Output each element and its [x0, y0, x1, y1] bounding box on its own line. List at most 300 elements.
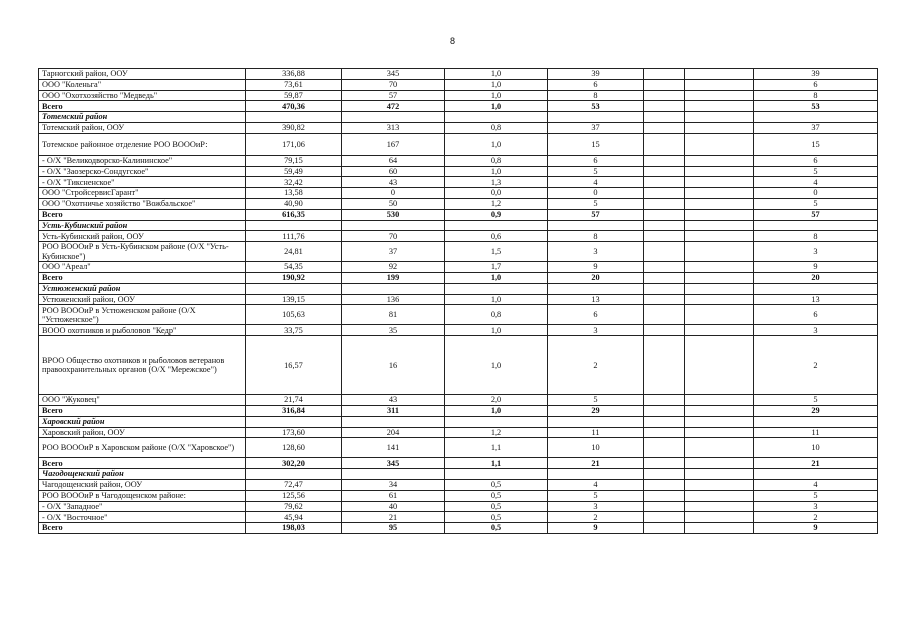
- density-cell: 1,0: [445, 294, 548, 305]
- area-cell: 45,94: [246, 512, 342, 523]
- count-cell: 199: [342, 272, 445, 283]
- count-cell: 40: [342, 501, 445, 512]
- area-cell: 173,60: [246, 427, 342, 438]
- quota-cell: 39: [548, 69, 644, 80]
- name-cell: Устюженский район: [39, 283, 246, 294]
- limit-cell: 57: [754, 209, 878, 220]
- count-cell: 34: [342, 479, 445, 490]
- quota-cell: 29: [548, 405, 644, 416]
- quota-cell: 21: [548, 458, 644, 469]
- blank-cell: [644, 133, 685, 155]
- table-row: [39, 133, 878, 155]
- quota-cell: 3: [548, 501, 644, 512]
- blank-cell: [644, 155, 685, 166]
- limit-cell: 3: [754, 501, 878, 512]
- total-row: [39, 458, 878, 469]
- density-cell: 1,0: [445, 101, 548, 112]
- limit-cell: [754, 220, 878, 231]
- total-row: [39, 272, 878, 283]
- limit-cell: 53: [754, 101, 878, 112]
- quota-cell: [548, 283, 644, 294]
- blank-cell: [685, 133, 754, 155]
- blank-cell: [644, 198, 685, 209]
- count-cell: 60: [342, 166, 445, 177]
- density-cell: [445, 112, 548, 123]
- blank-cell: [644, 242, 685, 262]
- area-cell: 390,82: [246, 122, 342, 133]
- count-cell: [342, 112, 445, 123]
- blank-cell: [685, 416, 754, 427]
- area-cell: 13,58: [246, 188, 342, 199]
- blank-cell: [685, 458, 754, 469]
- blank-cell: [644, 523, 685, 534]
- blank-cell: [685, 427, 754, 438]
- limit-cell: 8: [754, 231, 878, 242]
- density-cell: 1,0: [445, 336, 548, 395]
- count-cell: 50: [342, 198, 445, 209]
- blank-cell: [644, 501, 685, 512]
- blank-cell: [685, 294, 754, 305]
- quota-cell: 9: [548, 523, 644, 534]
- area-cell: 24,81: [246, 242, 342, 262]
- table-row: [39, 501, 878, 512]
- table-row: [39, 69, 878, 80]
- area-cell: 32,42: [246, 177, 342, 188]
- blank-cell: [644, 188, 685, 199]
- area-cell: 72,47: [246, 479, 342, 490]
- name-cell: РОО ВОООиР в Усть-Кубинском районе (О/Х "Усть-Кубинское"): [39, 242, 246, 262]
- count-cell: [342, 416, 445, 427]
- name-cell: Всего: [39, 272, 246, 283]
- blank-cell: [644, 177, 685, 188]
- area-cell: 59,87: [246, 90, 342, 101]
- name-cell: ООО "Охотхозяйство "Медведь": [39, 90, 246, 101]
- count-cell: [342, 469, 445, 480]
- count-cell: 35: [342, 325, 445, 336]
- blank-cell: [644, 112, 685, 123]
- area-cell: 190,92: [246, 272, 342, 283]
- blank-cell: [685, 305, 754, 325]
- area-cell: 198,03: [246, 523, 342, 534]
- count-cell: 70: [342, 231, 445, 242]
- table-row: [39, 90, 878, 101]
- section-row: [39, 283, 878, 294]
- quota-cell: 37: [548, 122, 644, 133]
- section-row: [39, 220, 878, 231]
- limit-cell: 13: [754, 294, 878, 305]
- area-cell: 128,60: [246, 438, 342, 458]
- blank-cell: [685, 325, 754, 336]
- count-cell: 61: [342, 490, 445, 501]
- blank-cell: [685, 231, 754, 242]
- table-row: [39, 479, 878, 490]
- density-cell: 0,8: [445, 122, 548, 133]
- name-cell: Усть-Кубинский район: [39, 220, 246, 231]
- quota-cell: 4: [548, 479, 644, 490]
- blank-cell: [644, 262, 685, 273]
- count-cell: 141: [342, 438, 445, 458]
- blank-cell: [685, 501, 754, 512]
- table-row: [39, 395, 878, 406]
- quota-cell: 11: [548, 427, 644, 438]
- quota-cell: 0: [548, 188, 644, 199]
- area-cell: 40,90: [246, 198, 342, 209]
- quota-cell: [548, 469, 644, 480]
- area-cell: 59,49: [246, 166, 342, 177]
- density-cell: 1,0: [445, 166, 548, 177]
- limit-cell: 20: [754, 272, 878, 283]
- count-cell: 37: [342, 242, 445, 262]
- name-cell: ВООО охотников и рыболовов "Кедр": [39, 325, 246, 336]
- quota-cell: 9: [548, 262, 644, 273]
- quota-table: [38, 68, 878, 534]
- density-cell: 1,1: [445, 458, 548, 469]
- limit-cell: [754, 283, 878, 294]
- name-cell: Всего: [39, 458, 246, 469]
- quota-cell: 5: [548, 395, 644, 406]
- count-cell: [342, 220, 445, 231]
- count-cell: 64: [342, 155, 445, 166]
- count-cell: 313: [342, 122, 445, 133]
- table-row: [39, 438, 878, 458]
- total-row: [39, 209, 878, 220]
- table-row: [39, 336, 878, 395]
- count-cell: 57: [342, 90, 445, 101]
- blank-cell: [685, 242, 754, 262]
- name-cell: РОО ВОООиР в Устюженском районе (О/Х "Устюженское"): [39, 305, 246, 325]
- name-cell: Чагодощенский район: [39, 469, 246, 480]
- density-cell: 1,0: [445, 272, 548, 283]
- quota-cell: 4: [548, 177, 644, 188]
- density-cell: [445, 469, 548, 480]
- name-cell: Устюженский район, ООУ: [39, 294, 246, 305]
- area-cell: 79,62: [246, 501, 342, 512]
- count-cell: 472: [342, 101, 445, 112]
- blank-cell: [685, 209, 754, 220]
- blank-cell: [685, 112, 754, 123]
- table-row: [39, 231, 878, 242]
- name-cell: - О/Х "Тиксненское": [39, 177, 246, 188]
- total-row: [39, 101, 878, 112]
- blank-cell: [685, 512, 754, 523]
- blank-cell: [685, 90, 754, 101]
- count-cell: 81: [342, 305, 445, 325]
- table-row: [39, 262, 878, 273]
- density-cell: 0,5: [445, 479, 548, 490]
- blank-cell: [685, 405, 754, 416]
- limit-cell: 4: [754, 479, 878, 490]
- blank-cell: [644, 490, 685, 501]
- quota-cell: [548, 220, 644, 231]
- name-cell: РОО ВОООиР в Чагодощенском районе:: [39, 490, 246, 501]
- limit-cell: 11: [754, 427, 878, 438]
- blank-cell: [685, 479, 754, 490]
- count-cell: 530: [342, 209, 445, 220]
- blank-cell: [644, 294, 685, 305]
- blank-cell: [685, 122, 754, 133]
- name-cell: ООО "Коленьга": [39, 79, 246, 90]
- table-row: [39, 294, 878, 305]
- quota-cell: 3: [548, 242, 644, 262]
- limit-cell: 10: [754, 438, 878, 458]
- quota-cell: 53: [548, 101, 644, 112]
- area-cell: [246, 220, 342, 231]
- table-row: [39, 305, 878, 325]
- name-cell: - О/Х "Восточное": [39, 512, 246, 523]
- blank-cell: [644, 90, 685, 101]
- limit-cell: 5: [754, 198, 878, 209]
- blank-cell: [685, 220, 754, 231]
- quota-cell: 3: [548, 325, 644, 336]
- quota-cell: 5: [548, 198, 644, 209]
- density-cell: 1,0: [445, 133, 548, 155]
- area-cell: 21,74: [246, 395, 342, 406]
- quota-cell: [548, 112, 644, 123]
- limit-cell: [754, 469, 878, 480]
- quota-cell: 8: [548, 231, 644, 242]
- quota-cell: 20: [548, 272, 644, 283]
- limit-cell: 37: [754, 122, 878, 133]
- name-cell: Усть-Кубинский район, ООУ: [39, 231, 246, 242]
- blank-cell: [685, 523, 754, 534]
- limit-cell: 8: [754, 90, 878, 101]
- table-row: [39, 79, 878, 90]
- name-cell: - О/Х "Великодворско-Калининское": [39, 155, 246, 166]
- name-cell: ООО "Охотничье хозяйство "Вожбальское": [39, 198, 246, 209]
- limit-cell: 9: [754, 523, 878, 534]
- density-cell: 1,3: [445, 177, 548, 188]
- density-cell: 1,1: [445, 438, 548, 458]
- limit-cell: 15: [754, 133, 878, 155]
- limit-cell: [754, 416, 878, 427]
- density-cell: 1,0: [445, 69, 548, 80]
- blank-cell: [644, 427, 685, 438]
- density-cell: [445, 220, 548, 231]
- count-cell: 0: [342, 188, 445, 199]
- blank-cell: [685, 69, 754, 80]
- name-cell: Всего: [39, 209, 246, 220]
- name-cell: Тотемский район: [39, 112, 246, 123]
- blank-cell: [685, 490, 754, 501]
- blank-cell: [685, 272, 754, 283]
- table-row: [39, 166, 878, 177]
- table-row: [39, 198, 878, 209]
- blank-cell: [644, 458, 685, 469]
- table-row: [39, 177, 878, 188]
- blank-cell: [644, 325, 685, 336]
- table-row: [39, 512, 878, 523]
- limit-cell: 0: [754, 188, 878, 199]
- count-cell: 16: [342, 336, 445, 395]
- table-row: [39, 242, 878, 262]
- blank-cell: [644, 220, 685, 231]
- limit-cell: 3: [754, 325, 878, 336]
- area-cell: 316,84: [246, 405, 342, 416]
- blank-cell: [644, 305, 685, 325]
- blank-cell: [685, 79, 754, 90]
- count-cell: [342, 283, 445, 294]
- blank-cell: [644, 512, 685, 523]
- count-cell: 21: [342, 512, 445, 523]
- blank-cell: [685, 262, 754, 273]
- blank-cell: [685, 188, 754, 199]
- density-cell: 0,5: [445, 512, 548, 523]
- quota-cell: 2: [548, 512, 644, 523]
- limit-cell: 2: [754, 336, 878, 395]
- name-cell: - О/Х "Западное": [39, 501, 246, 512]
- density-cell: 0,6: [445, 231, 548, 242]
- density-cell: 1,2: [445, 427, 548, 438]
- name-cell: - О/Х "Заозерско-Сондугское": [39, 166, 246, 177]
- density-cell: 1,0: [445, 405, 548, 416]
- name-cell: Всего: [39, 523, 246, 534]
- quota-cell: 6: [548, 155, 644, 166]
- limit-cell: 5: [754, 166, 878, 177]
- quota-cell: 8: [548, 90, 644, 101]
- blank-cell: [644, 336, 685, 395]
- table-row: [39, 325, 878, 336]
- area-cell: 171,06: [246, 133, 342, 155]
- blank-cell: [644, 405, 685, 416]
- name-cell: Тарногский район, ООУ: [39, 69, 246, 80]
- density-cell: 1,7: [445, 262, 548, 273]
- blank-cell: [644, 416, 685, 427]
- area-cell: [246, 416, 342, 427]
- table-body: [39, 69, 878, 534]
- blank-cell: [644, 209, 685, 220]
- blank-cell: [685, 469, 754, 480]
- blank-cell: [644, 101, 685, 112]
- blank-cell: [644, 166, 685, 177]
- blank-cell: [644, 469, 685, 480]
- quota-cell: 13: [548, 294, 644, 305]
- blank-cell: [644, 479, 685, 490]
- count-cell: 345: [342, 69, 445, 80]
- density-cell: 0,5: [445, 490, 548, 501]
- name-cell: ВРОО Общество охотников и рыболовов ветеранов правоохранительных органов (О/Х "Мережское"): [39, 336, 246, 395]
- area-cell: 54,35: [246, 262, 342, 273]
- blank-cell: [685, 336, 754, 395]
- density-cell: 0,5: [445, 501, 548, 512]
- total-row: [39, 405, 878, 416]
- density-cell: 1,0: [445, 90, 548, 101]
- quota-cell: 10: [548, 438, 644, 458]
- density-cell: 1,0: [445, 325, 548, 336]
- section-row: [39, 112, 878, 123]
- blank-cell: [644, 69, 685, 80]
- area-cell: 111,76: [246, 231, 342, 242]
- quota-cell: 5: [548, 490, 644, 501]
- limit-cell: 2: [754, 512, 878, 523]
- limit-cell: 4: [754, 177, 878, 188]
- name-cell: РОО ВОООиР в Харовском районе (О/Х "Харовское"): [39, 438, 246, 458]
- limit-cell: 6: [754, 79, 878, 90]
- area-cell: 616,35: [246, 209, 342, 220]
- table-row: [39, 188, 878, 199]
- count-cell: 345: [342, 458, 445, 469]
- area-cell: 125,56: [246, 490, 342, 501]
- count-cell: 70: [342, 79, 445, 90]
- name-cell: ООО "Ареал": [39, 262, 246, 273]
- count-cell: 95: [342, 523, 445, 534]
- area-cell: [246, 283, 342, 294]
- quota-cell: 15: [548, 133, 644, 155]
- blank-cell: [644, 272, 685, 283]
- area-cell: 79,15: [246, 155, 342, 166]
- name-cell: ООО "СтройсервисГарант": [39, 188, 246, 199]
- blank-cell: [644, 231, 685, 242]
- area-cell: 73,61: [246, 79, 342, 90]
- blank-cell: [685, 438, 754, 458]
- count-cell: 92: [342, 262, 445, 273]
- count-cell: 43: [342, 395, 445, 406]
- density-cell: 0,9: [445, 209, 548, 220]
- page-number: 8: [449, 36, 455, 46]
- limit-cell: 6: [754, 305, 878, 325]
- name-cell: ООО "Жуковец": [39, 395, 246, 406]
- density-cell: 1,5: [445, 242, 548, 262]
- density-cell: 0,0: [445, 188, 548, 199]
- blank-cell: [644, 395, 685, 406]
- density-cell: 1,2: [445, 198, 548, 209]
- quota-cell: 6: [548, 305, 644, 325]
- limit-cell: 39: [754, 69, 878, 80]
- name-cell: Чагодощенский район, ООУ: [39, 479, 246, 490]
- blank-cell: [685, 101, 754, 112]
- density-cell: 0,8: [445, 155, 548, 166]
- table-row: [39, 427, 878, 438]
- limit-cell: 5: [754, 490, 878, 501]
- area-cell: 16,57: [246, 336, 342, 395]
- name-cell: Харовский район, ООУ: [39, 427, 246, 438]
- limit-cell: 3: [754, 242, 878, 262]
- table-row: [39, 490, 878, 501]
- area-cell: [246, 112, 342, 123]
- quota-cell: 6: [548, 79, 644, 90]
- area-cell: 302,20: [246, 458, 342, 469]
- name-cell: Всего: [39, 405, 246, 416]
- limit-cell: [754, 112, 878, 123]
- count-cell: 311: [342, 405, 445, 416]
- blank-cell: [685, 395, 754, 406]
- quota-cell: 57: [548, 209, 644, 220]
- total-row: [39, 523, 878, 534]
- limit-cell: 9: [754, 262, 878, 273]
- density-cell: [445, 416, 548, 427]
- name-cell: Тотемский район, ООУ: [39, 122, 246, 133]
- blank-cell: [685, 166, 754, 177]
- area-cell: 105,63: [246, 305, 342, 325]
- blank-cell: [644, 283, 685, 294]
- quota-cell: [548, 416, 644, 427]
- area-cell: 139,15: [246, 294, 342, 305]
- blank-cell: [644, 79, 685, 90]
- density-cell: 0,8: [445, 305, 548, 325]
- name-cell: Тотемское районное отделение РОО ВОООиР:: [39, 133, 246, 155]
- count-cell: 136: [342, 294, 445, 305]
- name-cell: Всего: [39, 101, 246, 112]
- area-cell: 33,75: [246, 325, 342, 336]
- limit-cell: 5: [754, 395, 878, 406]
- limit-cell: 21: [754, 458, 878, 469]
- area-cell: 336,88: [246, 69, 342, 80]
- limit-cell: 29: [754, 405, 878, 416]
- blank-cell: [685, 155, 754, 166]
- density-cell: [445, 283, 548, 294]
- blank-cell: [685, 283, 754, 294]
- quota-cell: 2: [548, 336, 644, 395]
- blank-cell: [644, 438, 685, 458]
